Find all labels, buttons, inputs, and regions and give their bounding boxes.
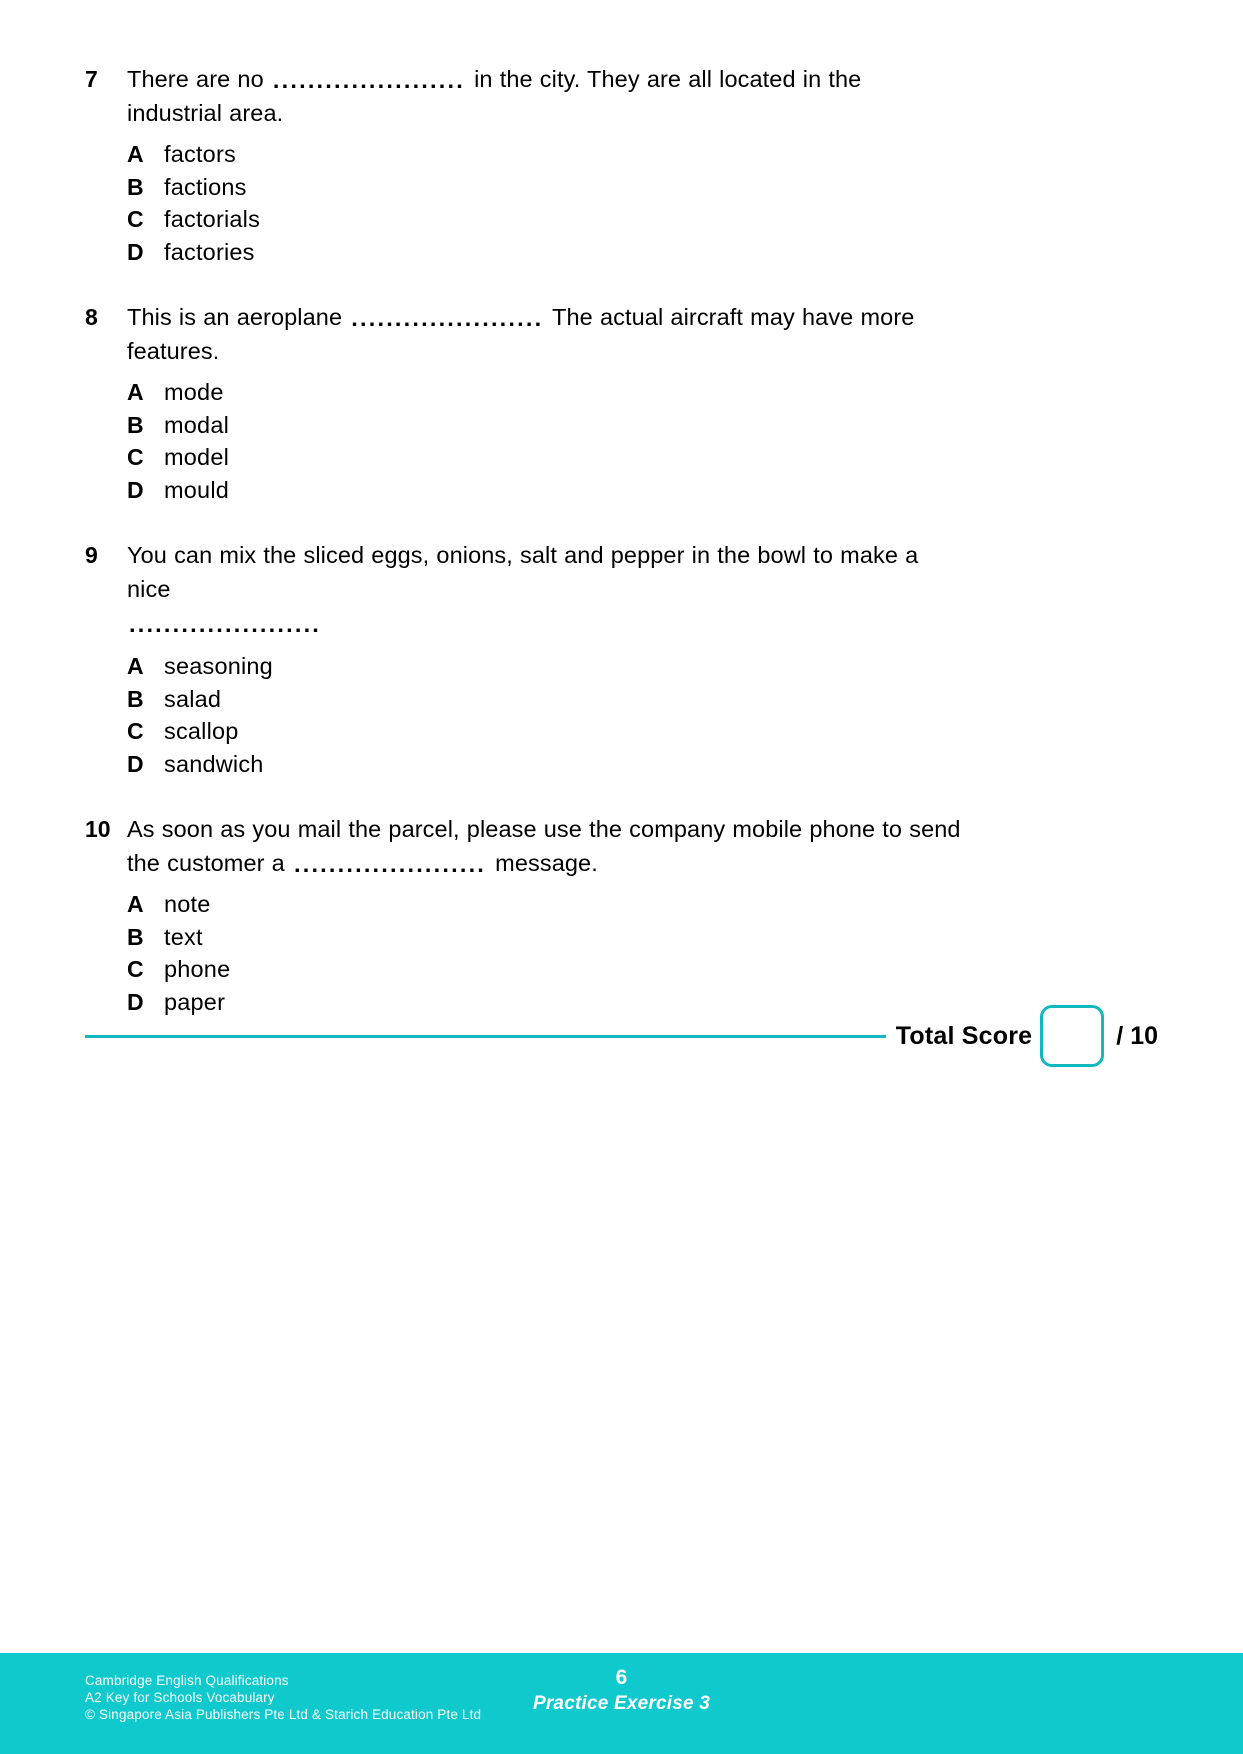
option-letter: C [127,718,144,744]
page-number: 6 [615,1666,628,1689]
question-prompt [85,300,1243,368]
options-list [85,650,1243,780]
answer-blank[interactable]: ...................... [272,67,465,93]
question-text [127,812,962,880]
option-text: salad [164,685,222,712]
option-text: factorials [164,206,261,232]
question-number: 8 [85,304,98,330]
question-text [127,62,962,130]
option-row[interactable] [127,376,1243,409]
option-row[interactable] [127,953,1243,986]
footer-line-qualifications: Cambridge English Qualifications [85,1673,289,1688]
option-letter: A [127,653,144,679]
question-item [0,300,1243,506]
option-text: note [164,891,211,917]
question-text-after: message. [495,850,598,876]
option-text: mould [164,476,230,503]
answer-blank[interactable]: ...................... [351,305,544,331]
option-text: text [164,923,203,950]
option-row[interactable] [127,409,1243,442]
question-number: 10 [85,816,111,842]
option-row[interactable] [127,203,1243,236]
option-row[interactable] [127,474,1243,507]
answer-blank[interactable]: ...................... [293,851,487,877]
options-list [85,376,1243,506]
option-row[interactable] [127,748,1243,781]
question-number: 9 [85,542,98,568]
question-item [0,62,1243,268]
option-letter: C [127,956,144,982]
option-letter: C [127,444,144,470]
option-row[interactable] [127,441,1243,474]
option-letter: A [127,379,144,405]
option-text: factories [164,238,255,265]
score-divider-rule [85,1035,886,1038]
option-row[interactable] [127,888,1243,921]
option-text: sandwich [164,750,264,777]
option-text: model [164,444,230,470]
total-score-max: / 10 [1116,1021,1158,1050]
footer-page-info [0,1665,1243,1717]
question-prompt [85,812,1243,880]
answer-blank[interactable]: ...................... [129,611,322,637]
option-letter: B [127,685,144,712]
option-row[interactable] [127,236,1243,269]
question-text-before: This is an aeroplane [127,304,343,330]
option-letter: A [127,141,144,167]
total-score-row [85,1000,1158,1072]
question-text-before: You can mix the sliced eggs, onions, salt and pepper in the bowl to make a nice [127,542,919,602]
exercise-title: Practice Exercise 3 [532,1693,711,1714]
option-row[interactable] [127,715,1243,748]
question-item [0,538,1243,780]
question-text-before: As soon as you mail the parcel, please use the company mobile phone to send the customer a [127,816,961,876]
option-row[interactable] [127,138,1243,171]
question-prompt [85,538,1243,640]
option-text: factions [164,173,247,200]
options-list [85,138,1243,268]
option-row[interactable] [127,650,1243,683]
option-letter: D [127,238,144,265]
footer-line-copyright: © Singapore Asia Publishers Pte Ltd & Starich Education Pte Ltd [85,1707,482,1722]
question-text-after: The actual aircraft may have more features. [127,304,915,364]
option-letter: D [127,476,144,503]
option-row[interactable] [127,171,1243,204]
question-text [127,300,962,368]
page-footer [0,1653,1243,1754]
option-letter: C [127,206,144,232]
option-row[interactable] [127,683,1243,716]
option-letter: A [127,891,144,917]
option-letter: B [127,923,144,950]
option-text: factors [164,141,236,167]
question-text [127,538,962,640]
option-text: phone [164,956,231,982]
total-score-label: Total Score [895,1021,1033,1050]
question-text-before: There are no [127,66,264,92]
footer-line-subject: A2 Key for Schools Vocabulary [85,1690,275,1705]
option-text: seasoning [164,653,273,679]
option-text: mode [164,379,224,405]
question-item [0,812,1243,1018]
total-score-input[interactable] [1040,1005,1104,1067]
option-text: modal [164,411,230,438]
options-list [85,888,1243,1018]
option-letter: D [127,988,144,1015]
option-text: scallop [164,718,239,744]
option-row[interactable] [127,921,1243,954]
option-letter: B [127,173,144,200]
option-letter: D [127,750,144,777]
option-letter: B [127,411,144,438]
question-number: 7 [85,66,98,92]
question-text-after: in the city. They are all located in the industrial area. [127,66,862,126]
questions-list [0,62,1243,1044]
option-text: paper [164,988,226,1015]
question-prompt [85,62,1243,130]
